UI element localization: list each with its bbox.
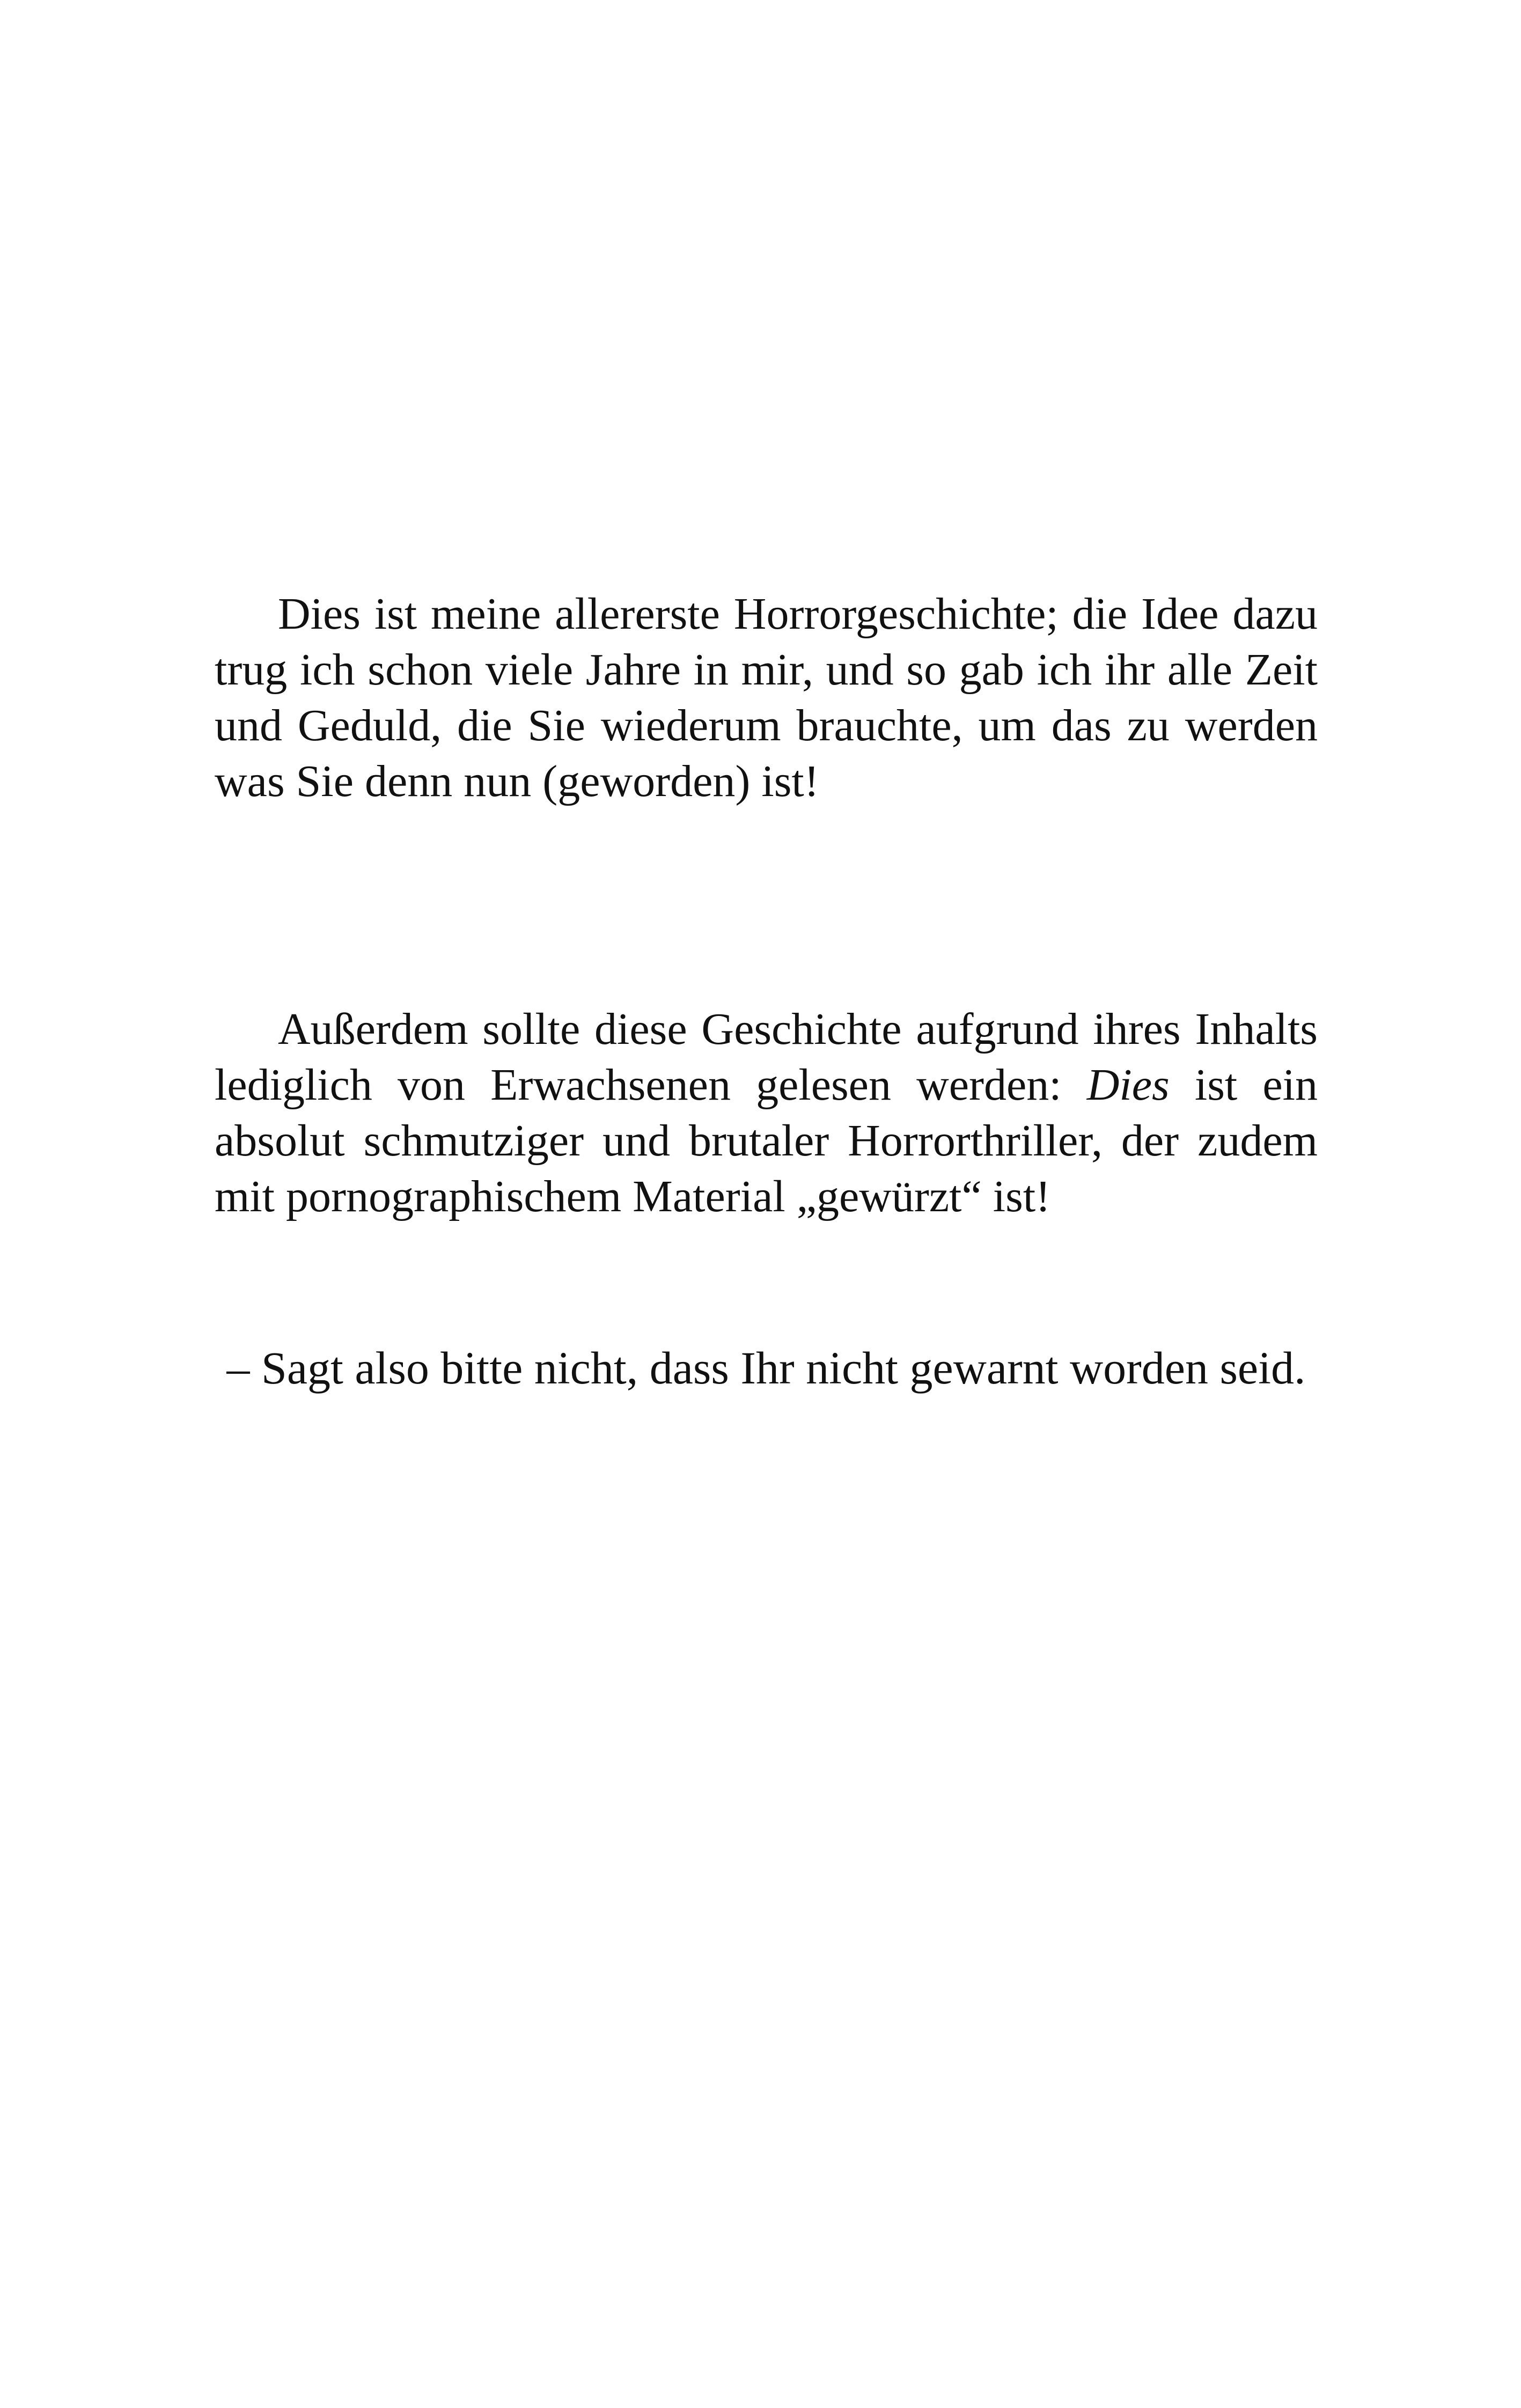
warning-paragraph — [215, 1002, 1318, 1225]
warning-paragraph-start: Außerdem sollte diese Geschichte aufgrund ihres Inhalts lediglich von Erwachsenen gelesen werden: — [215, 1004, 1318, 1110]
intro-paragraph: Dies ist meine allererste Horrorgeschichte; die Idee dazu trug ich schon viele Jahre in mir, und so gab ich ihr alle Zeit und Geduld, die Sie wiederum brauchte, um das zu werden was Sie denn nun (geworden) ist! — [215, 589, 1318, 806]
italic-dies: Dies — [1086, 1060, 1170, 1110]
warning-paragraph-end: ist ein absolut schmutziger und brutaler Horrorthriller, der zudem mit pornographischem Material „gewürzt“ ist! — [215, 1060, 1318, 1221]
closing-line: – Sagt also bitte nicht, dass Ihr nicht gewarnt worden seid. — [226, 1342, 1306, 1394]
